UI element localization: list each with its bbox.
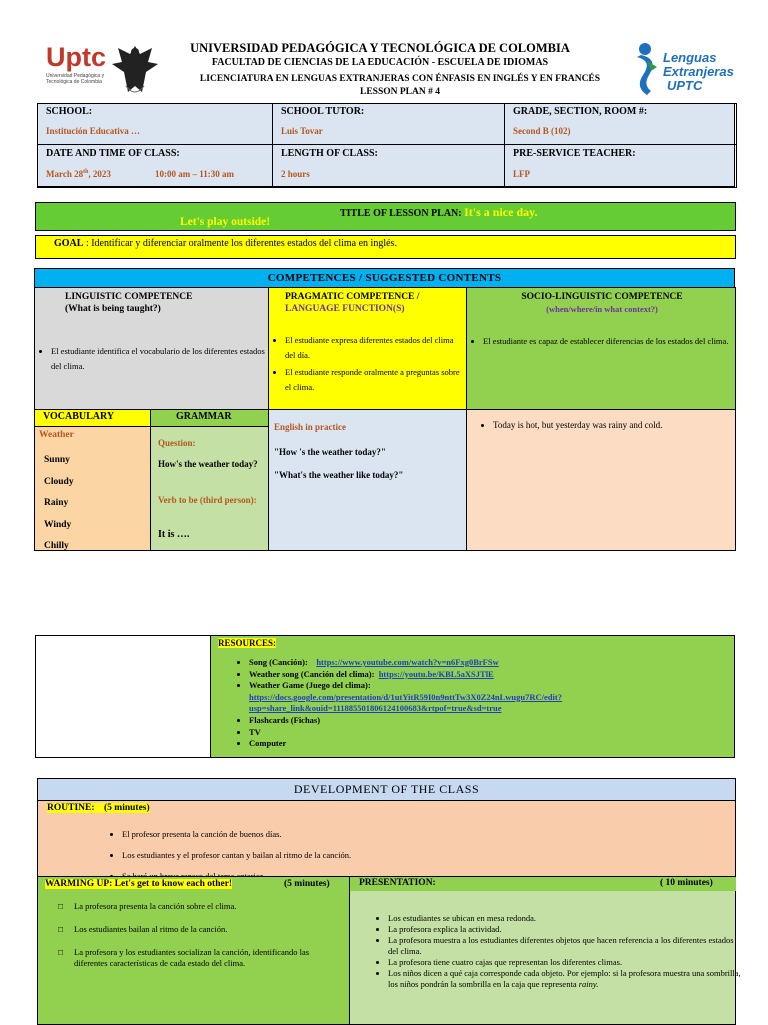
uptc-logo bbox=[40, 40, 160, 100]
resource-weather-song: • Weather song (Canción del clima): https://youtu.be/KBL5aXSJTlE bbox=[249, 669, 744, 681]
practice-title: English in practice bbox=[274, 422, 347, 432]
vocab-category: Weather bbox=[39, 430, 74, 440]
pragmatic-item: • El estudiante responde oralmente a preguntas sobre el clima. bbox=[285, 365, 465, 395]
resource-item: • Computer bbox=[249, 738, 744, 750]
teacher-value: LFP bbox=[513, 169, 530, 179]
warmup-item: □ La profesora presenta la canción sobre el clima. bbox=[58, 901, 237, 911]
presentation-item: • La profesora tiene cuatro cajas que representan los diferentes climas. bbox=[388, 957, 743, 968]
grade-cell bbox=[504, 103, 737, 145]
socio-example: • Today is hot, but yesterday was rainy and cold. bbox=[493, 420, 743, 430]
linguistic-sub: (What is being taught?) bbox=[65, 304, 161, 314]
vocab-word: Sunny bbox=[44, 455, 70, 465]
vocab-word: Rainy bbox=[44, 498, 69, 508]
presentation-item: • Los estudiantes se ubican en mesa redonda. bbox=[388, 913, 743, 924]
pragmatic-sub: LANGUAGE FUNCTION(S) bbox=[285, 304, 405, 314]
vocabulary-cell bbox=[34, 409, 151, 551]
weather-song-link[interactable]: https://youtu.be/KBL5aXSJTlE bbox=[378, 668, 494, 679]
warmup-item: □ La profesora y los estudiantes socializan la canción, identificando las diferentes características de cada estado del clima. bbox=[58, 947, 310, 968]
goal-bar bbox=[35, 235, 736, 259]
resource-song: • Song (Canción): https://www.youtube.com/watch?v=n6Fxg0BrFSw bbox=[249, 657, 744, 669]
faculty-name: FACULTAD DE CIENCIAS DE LA EDUCACIÓN - ESCUELA DE IDIOMAS bbox=[211, 57, 549, 68]
routine-item: • Los estudiantes y el profesor cantan y bailan al ritmo de la canción. bbox=[122, 845, 722, 866]
socio-item: • El estudiante es capaz de establecer diferencias de los estados del clima. bbox=[483, 334, 741, 349]
vocab-word: Windy bbox=[44, 519, 72, 530]
checkbox-icon: □ bbox=[58, 901, 64, 911]
development-table bbox=[37, 778, 741, 1024]
title-subline: Let's play outside! bbox=[180, 216, 271, 228]
school-value: Institución Educativa … bbox=[46, 126, 141, 136]
length-value: 2 hours bbox=[281, 169, 310, 179]
linguistic-title: LINGUISTIC COMPETENCE bbox=[65, 292, 193, 302]
uptc-logo-subtitle: Universidad Pedagógica y Tecnológica de Colombia bbox=[46, 73, 105, 85]
presentation-item: • Los niños dicen a qué caja corresponde cada objeto. Por ejemplo: si la profesora muestra una sombrilla, los niños pondrán la sombrilla en la caja que representa rainy. bbox=[388, 968, 743, 990]
development-header: DEVELOPMENT OF THE CLASS bbox=[37, 778, 736, 801]
routine-label: ROUTINE: (5 minutes) bbox=[47, 803, 150, 813]
grammar-cell bbox=[150, 409, 269, 551]
presentation-item: • La profesora muestra a los estudiantes diferentes objetos que hacen referencia a los diferentes estados del clima. bbox=[388, 935, 743, 957]
warmup-cell bbox=[37, 876, 350, 1025]
practice-cell bbox=[268, 409, 467, 551]
length-cell bbox=[272, 144, 505, 188]
competences-header: COMPETENCES / SUGGESTED CONTENTS bbox=[34, 268, 735, 288]
socio-cell bbox=[466, 287, 736, 410]
pragmatic-title: PRAGMATIC COMPETENCE / bbox=[285, 292, 420, 302]
resource-item: • TV bbox=[249, 727, 744, 739]
school-cell bbox=[37, 103, 273, 145]
logo-right-line1: Lenguas bbox=[663, 50, 717, 65]
vocabulary-header: VOCABULARY bbox=[34, 409, 151, 427]
goal-text: : Identificar y diferenciar oralmente los diferentes estados del clima en inglés. bbox=[83, 238, 397, 249]
grammar-question-label: Question: bbox=[158, 438, 196, 448]
uptc-logo-text: Uptc bbox=[46, 42, 106, 72]
tutor-cell bbox=[272, 103, 505, 145]
vocab-word: Chilly bbox=[44, 541, 69, 551]
grade-value: Second B (102) bbox=[513, 126, 571, 136]
date-label: DATE AND TIME OF CLASS: bbox=[46, 148, 180, 159]
grammar-answer: It is …. bbox=[158, 529, 190, 540]
routine-cell bbox=[37, 800, 736, 878]
goal-label: GOAL bbox=[54, 238, 84, 249]
presentation-label: PRESENTATION: bbox=[359, 878, 436, 888]
pragmatic-cell bbox=[268, 287, 467, 410]
logo-right-line2: Extranjeras bbox=[663, 64, 734, 79]
tutor-label: SCHOOL TUTOR: bbox=[281, 106, 365, 117]
weather-game-link[interactable]: https://docs.google.com/presentation/d/1utYitR59I0n9nttTw3X0Z24nLwugu7RC/edit? usp=share_link&ouid=111885501806124100683&rtpof=true&sd=true bbox=[249, 691, 562, 714]
grade-label: GRADE, SECTION, ROOM #: bbox=[513, 106, 648, 117]
resources-blank-box bbox=[35, 635, 211, 758]
grammar-header: GRAMMAR bbox=[150, 409, 269, 427]
practice-q2: "What's the weather like today?" bbox=[274, 470, 404, 480]
checkbox-icon: □ bbox=[58, 947, 64, 957]
song-link[interactable]: https://www.youtube.com/watch?v=n6Fxg0BrFSw bbox=[316, 657, 499, 667]
time-value: 10:00 am – 11:30 am bbox=[155, 169, 234, 179]
warmup-time: (5 minutes) bbox=[284, 879, 330, 889]
info-table bbox=[37, 103, 735, 187]
vocab-word: Cloudy bbox=[44, 476, 74, 487]
resource-item: • Flashcards (Fichas) bbox=[249, 715, 744, 727]
date-cell bbox=[37, 144, 273, 188]
program-name: LICENCIATURA EN LENGUAS EXTRANJERAS CON ÉNFASIS EN INGLÉS Y EN FRANCÉS bbox=[199, 74, 601, 84]
lesson-title-bar bbox=[35, 202, 736, 231]
warmup-item: □ Los estudiantes bailan al ritmo de la canción. bbox=[58, 924, 228, 934]
university-name: UNIVERSIDAD PEDAGÓGICA Y TECNOLÓGICA DE COLOMBIA bbox=[190, 41, 570, 55]
logo-right-line3: UPTC bbox=[667, 78, 703, 93]
socio-example-cell bbox=[466, 409, 736, 551]
presentation-time: ( 10 minutes) bbox=[660, 878, 713, 888]
grammar-question: How's the weather today? bbox=[158, 459, 258, 469]
routine-item: • El profesor presenta la canción de buenos días. bbox=[122, 824, 722, 845]
pragmatic-item: • El estudiante expresa diferentes estados del clima del día. bbox=[285, 333, 465, 363]
lesson-plan-number: LESSON PLAN # 4 bbox=[360, 87, 440, 97]
length-label: LENGTH OF CLASS: bbox=[281, 148, 378, 159]
teacher-label: PRE-SERVICE TEACHER: bbox=[513, 148, 636, 159]
date-value: March 28th, 2023 bbox=[46, 169, 111, 179]
practice-q1: "How 's the weather today?" bbox=[274, 447, 386, 457]
teacher-cell bbox=[504, 144, 737, 188]
competences-table bbox=[34, 268, 735, 550]
socio-title: SOCIO-LINGUISTIC COMPETENCE bbox=[521, 292, 683, 302]
lenguas-extranjeras-logo bbox=[633, 41, 738, 101]
checkbox-icon: □ bbox=[58, 924, 64, 934]
linguistic-item: • El estudiante identifica el vocabulario de los diferentes estados del clima. bbox=[51, 344, 266, 374]
warmup-label: WARMING UP: Let's get to know each other! bbox=[45, 879, 233, 889]
presentation-item: • La profesora explica la actividad. bbox=[388, 924, 743, 935]
language-figure-icon bbox=[633, 41, 661, 97]
grammar-verb-label: Verb to be (third person): bbox=[158, 495, 257, 505]
resources-label: RESOURCES: bbox=[218, 638, 277, 648]
presentation-cell bbox=[349, 876, 741, 1025]
socio-sub: (when/where/in what context?) bbox=[546, 304, 658, 314]
title-label: TITLE OF LESSON PLAN: It's a nice day. bbox=[340, 205, 538, 219]
linguistic-cell bbox=[34, 287, 269, 410]
resource-weather-game: • Weather Game (Juego del clima): https://docs.google.com/presentation/d/1utYitR59I0n9nttTw3X0Z24nLwugu7RC/edit? usp=share_link&ouid=111885501806124100683&rtpof=true&sd=true bbox=[249, 680, 744, 715]
tutor-value: Luis Tovar bbox=[281, 126, 323, 136]
school-label: SCHOOL: bbox=[46, 106, 93, 117]
resources-box bbox=[210, 635, 735, 758]
title-value: It's a nice day. bbox=[464, 205, 538, 219]
